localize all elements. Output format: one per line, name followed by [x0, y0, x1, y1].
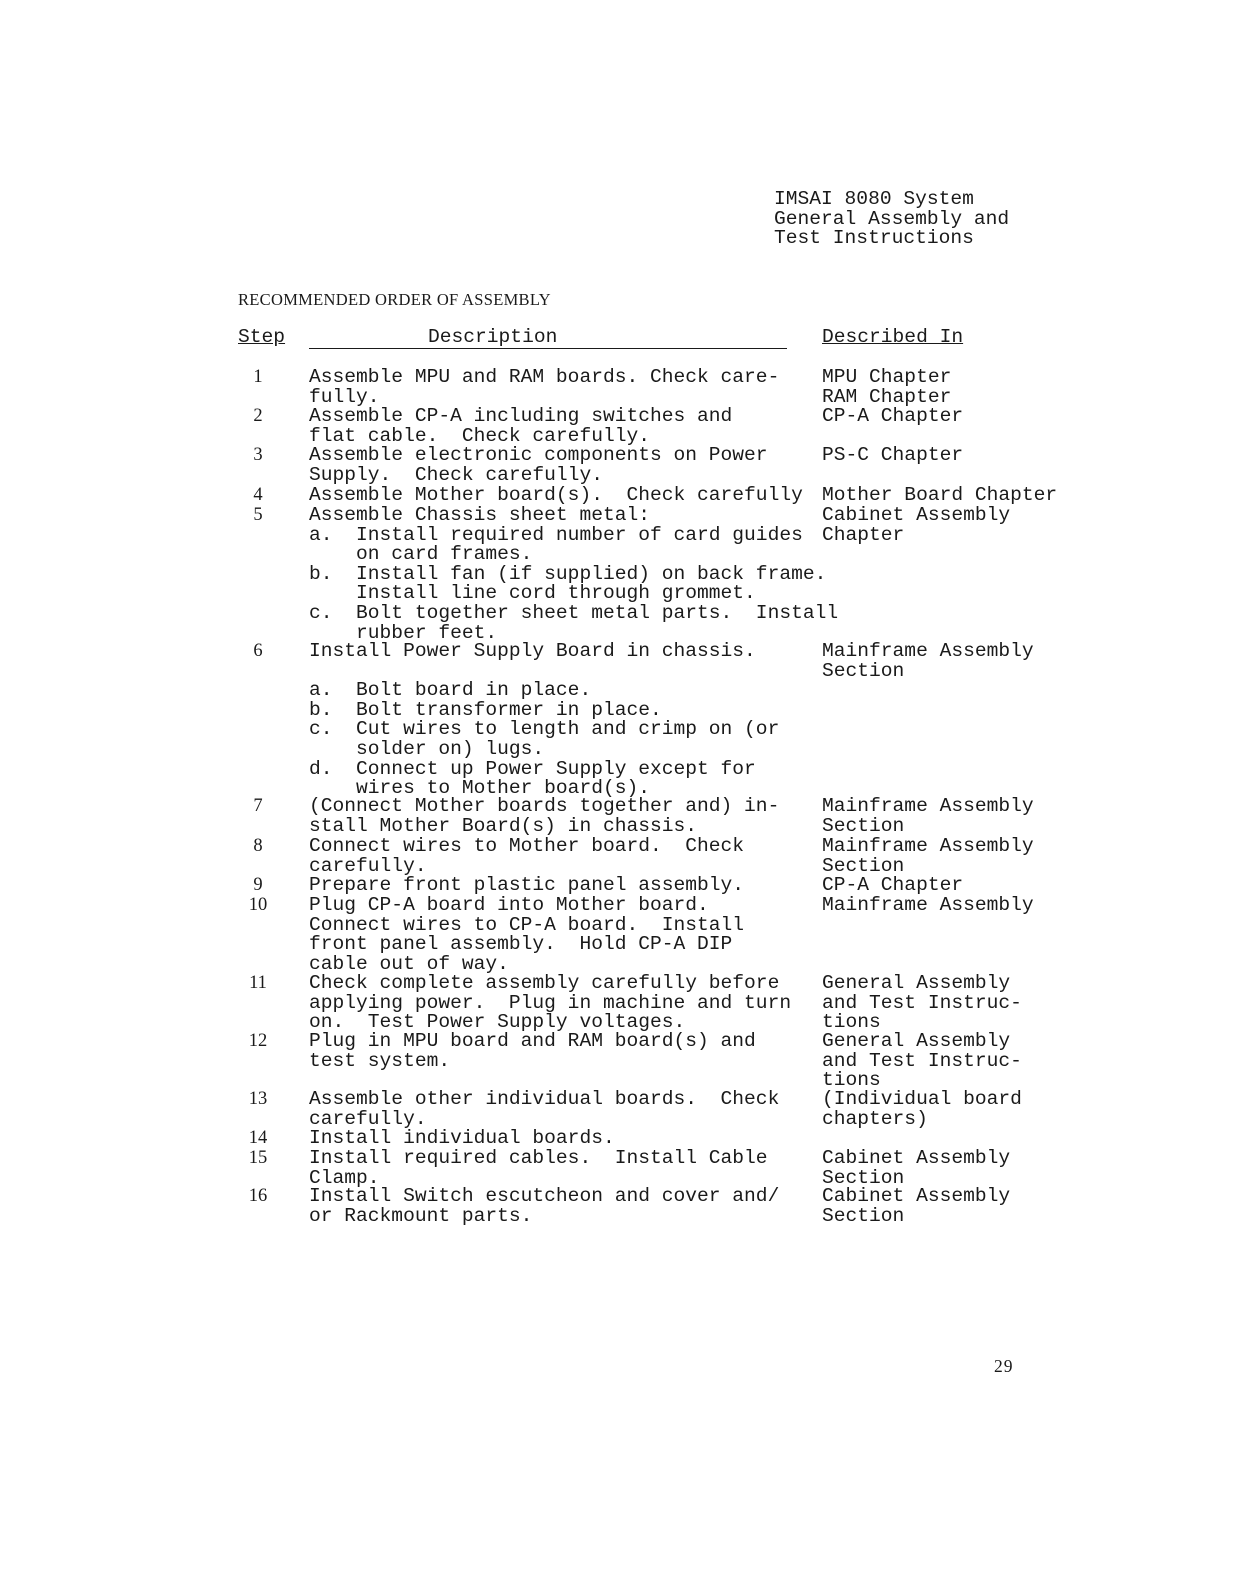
- step-description-line: Supply. Check carefully.: [309, 463, 603, 486]
- step-reference-line: General Assembly: [822, 1030, 1011, 1052]
- step-description-line: cable out of way.: [309, 952, 509, 975]
- step-reference-line: Section: [822, 1166, 905, 1189]
- step-description-line: Check complete assembly carefully before: [309, 972, 780, 994]
- step-reference-line: CP-A Chapter: [822, 405, 964, 427]
- step-description-line: Install individual boards.: [309, 1127, 615, 1149]
- step-description-line: rubber feet.: [309, 621, 498, 644]
- step-reference-line: Mother Board Chapter: [822, 484, 1058, 506]
- step-description-line: on. Test Power Supply voltages.: [309, 1011, 686, 1034]
- step-number: 2: [253, 406, 263, 426]
- step-reference-line: Mainframe Assembly: [822, 795, 1034, 817]
- step-description-line: test system.: [309, 1049, 451, 1072]
- step-reference-line: Section: [822, 854, 905, 877]
- step-description-line: Connect wires to CP-A board. Install: [309, 913, 745, 936]
- step-reference-line: and Test Instruc-: [822, 1049, 1022, 1072]
- step-reference-line: Section: [822, 659, 905, 682]
- step-description-line: Assemble electronic components on Power: [309, 444, 768, 466]
- step-description-line: wires to Mother board(s).: [309, 777, 650, 800]
- step-description-line: Install Switch escutcheon and cover and/: [309, 1185, 780, 1207]
- step-number: 9: [253, 875, 263, 895]
- step-description-line: Assemble other individual boards. Check: [309, 1088, 780, 1110]
- step-number: 11: [249, 973, 267, 993]
- step-description-line: flat cable. Check carefully.: [309, 424, 650, 447]
- page-number: 29: [994, 1356, 1014, 1376]
- step-description-line: Install Power Supply Board in chassis.: [309, 640, 756, 662]
- step-number: 15: [248, 1148, 268, 1168]
- step-reference-line: and Test Instruc-: [822, 991, 1022, 1014]
- step-description-line: or Rackmount parts.: [309, 1204, 533, 1227]
- step-description-line: d. Connect up Power Supply except for: [309, 757, 756, 780]
- step-reference-line: RAM Chapter: [822, 385, 952, 408]
- step-reference-line: tions: [822, 1069, 881, 1092]
- step-description-line: b. Bolt transformer in place.: [309, 698, 662, 721]
- step-reference-line: Section: [822, 814, 905, 837]
- header-line-1: IMSAI 8080 System: [774, 188, 974, 210]
- step-number: 3: [253, 445, 263, 465]
- step-reference-line: chapters): [822, 1107, 928, 1130]
- step-description-line: stall Mother Board(s) in chassis.: [309, 814, 698, 837]
- step-number: 6: [253, 641, 263, 661]
- step-reference-line: General Assembly: [822, 972, 1011, 994]
- step-reference-line: Mainframe Assembly: [822, 835, 1034, 857]
- step-number: 5: [253, 505, 263, 525]
- step-number: 16: [248, 1186, 268, 1206]
- column-header-described-in: Described In: [822, 326, 964, 348]
- step-description-line: on card frames.: [309, 543, 533, 566]
- step-description-line: Connect wires to Mother board. Check: [309, 835, 745, 857]
- section-title: RECOMMENDED ORDER OF ASSEMBLY: [238, 290, 551, 309]
- step-description-line: carefully.: [309, 1107, 427, 1130]
- step-number: 10: [248, 895, 268, 915]
- step-reference-line: (Individual board: [822, 1088, 1022, 1110]
- column-header-rule: [309, 348, 787, 349]
- step-description-line: Assemble MPU and RAM boards. Check care-: [309, 366, 780, 388]
- step-description-line: Prepare front plastic panel assembly.: [309, 874, 745, 896]
- step-reference-line: tions: [822, 1011, 881, 1034]
- step-reference-line: Section: [822, 1204, 905, 1227]
- step-description-line: solder on) lugs.: [309, 738, 545, 760]
- step-number: 1: [253, 367, 263, 387]
- step-number: 8: [253, 836, 263, 856]
- step-description-line: Assemble Mother board(s). Check carefully: [309, 484, 803, 506]
- step-reference-line: Cabinet Assembly: [822, 1185, 1011, 1207]
- step-reference-line: Chapter: [822, 523, 905, 546]
- step-reference-line: Cabinet Assembly: [822, 1147, 1011, 1169]
- step-description-line: carefully.: [309, 854, 427, 877]
- step-description-line: Plug CP-A board into Mother board.: [309, 894, 709, 916]
- step-description-line: c. Bolt together sheet metal parts. Install: [309, 602, 839, 624]
- step-number: 7: [253, 796, 263, 816]
- header-line-2: General Assembly and: [774, 208, 1010, 230]
- header-line-3: Test Instructions: [774, 227, 974, 249]
- step-reference-line: Cabinet Assembly: [822, 504, 1011, 526]
- step-description-line: front panel assembly. Hold CP-A DIP: [309, 933, 733, 956]
- step-description-line: c. Cut wires to length and crimp on (or: [309, 718, 780, 741]
- step-description-line: fully.: [309, 385, 380, 408]
- step-description-line: a. Install required number of card guides: [309, 523, 803, 546]
- step-description-line: Clamp.: [309, 1166, 380, 1189]
- step-description-line: Assemble CP-A including switches and: [309, 405, 733, 427]
- step-description-line: Install line cord through grommet.: [309, 582, 756, 605]
- step-description-line: Plug in MPU board and RAM board(s) and: [309, 1030, 756, 1052]
- column-header-description: Description: [428, 326, 558, 348]
- step-number: 12: [248, 1031, 268, 1051]
- step-description-line: Assemble Chassis sheet metal:: [309, 504, 650, 526]
- step-reference-line: Mainframe Assembly: [822, 640, 1034, 662]
- step-reference-line: CP-A Chapter: [822, 874, 964, 896]
- column-header-step: Step: [238, 326, 286, 348]
- step-description-line: Install required cables. Install Cable: [309, 1147, 768, 1169]
- step-description-line: a. Bolt board in place.: [309, 679, 592, 702]
- step-reference-line: MPU Chapter: [822, 366, 952, 388]
- step-description-line: (Connect Mother boards together and) in-: [309, 795, 780, 817]
- step-number: 14: [248, 1128, 268, 1148]
- step-number: 4: [253, 485, 263, 505]
- step-description-line: applying power. Plug in machine and turn: [309, 991, 792, 1014]
- step-description-line: b. Install fan (if supplied) on back frame.: [309, 562, 827, 585]
- step-number: 13: [248, 1089, 268, 1109]
- step-reference-line: PS-C Chapter: [822, 444, 964, 466]
- step-reference-line: Mainframe Assembly: [822, 894, 1034, 916]
